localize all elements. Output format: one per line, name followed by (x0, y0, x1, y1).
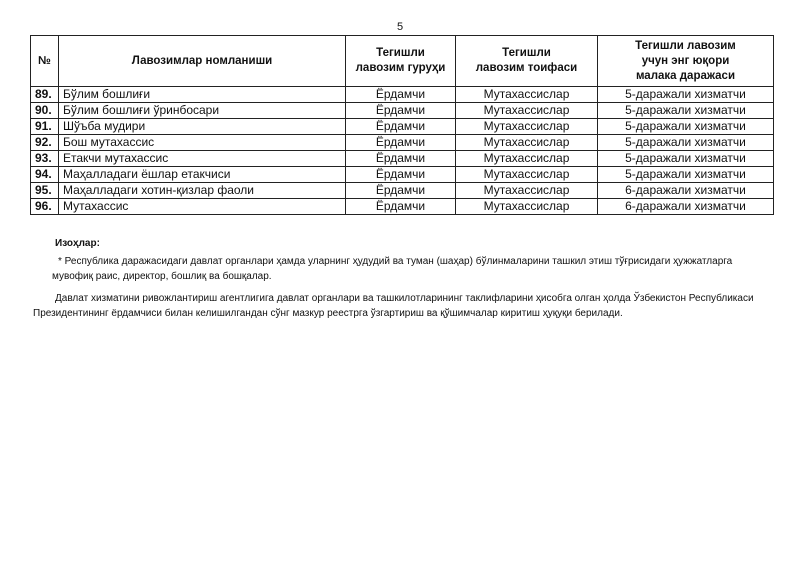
header-name: Лавозимлар номланиши (59, 36, 346, 87)
table-row (31, 183, 774, 199)
header-grade-line2: учун энг юқори (641, 54, 730, 67)
row-category: Мутахассислар (456, 103, 598, 119)
row-category: Мутахассислар (456, 87, 598, 103)
positions-table (30, 35, 774, 215)
row-num: 95. (31, 183, 59, 199)
row-num: 94. (31, 167, 59, 183)
row-group: Ёрдамчи (346, 87, 456, 103)
table-row (31, 103, 774, 119)
row-num: 90. (31, 103, 59, 119)
row-category: Мутахассислар (456, 199, 598, 215)
table-header-row (31, 36, 774, 87)
row-name: Маҳалладаги хотин-қизлар фаоли (59, 183, 346, 199)
row-group: Ёрдамчи (346, 183, 456, 199)
header-group-line2: лавозим гуруҳи (355, 62, 446, 74)
row-grade: 5-даражали хизматчи (598, 135, 774, 151)
row-name: Мутахассис (59, 199, 346, 215)
table-row (31, 87, 774, 103)
row-name: Бўлим бошлиғи ўринбосари (59, 103, 346, 119)
row-grade: 5-даражали хизматчи (598, 119, 774, 135)
row-num: 91. (31, 119, 59, 135)
note-1 (52, 254, 775, 284)
row-name: Бўлим бошлиғи (59, 87, 346, 103)
header-grade-line1: Тегишли лавозим (635, 39, 736, 52)
page-number: 5 (396, 21, 404, 33)
row-grade: 6-даражали хизматчи (598, 199, 774, 215)
row-category: Мутахассислар (456, 135, 598, 151)
table-row (31, 151, 774, 167)
header-category-line2: лавозим тоифаси (475, 62, 578, 74)
header-category (456, 36, 598, 87)
header-num: № (31, 36, 59, 87)
notes-title: Изоҳлар: (55, 238, 100, 249)
header-group (346, 36, 456, 87)
row-group: Ёрдамчи (346, 135, 456, 151)
row-group: Ёрдамчи (346, 119, 456, 135)
note-2 (33, 291, 775, 321)
row-grade: 6-даражали хизматчи (598, 183, 774, 199)
row-name: Етакчи мутахассис (59, 151, 346, 167)
row-group: Ёрдамчи (346, 167, 456, 183)
row-category: Мутахассислар (456, 167, 598, 183)
row-num: 96. (31, 199, 59, 215)
note-2-line-1: Давлат хизматини ривожлантириш агентлигига давлат органлари ва ташкилотларининг таклифларини ҳисобга олган ҳолда Ўзбекистон Республикаси (55, 293, 754, 304)
row-group: Ёрдамчи (346, 103, 456, 119)
row-name: Маҳалладаги ёшлар етакчиси (59, 167, 346, 183)
table-row (31, 119, 774, 135)
row-category: Мутахассислар (456, 151, 598, 167)
note-1-line-2: мувофиқ раис, директор, бошлиқ ва бошқалар. (52, 271, 272, 282)
header-category-line1: Тегишли (502, 47, 551, 59)
row-num: 89. (31, 87, 59, 103)
row-grade: 5-даражали хизматчи (598, 151, 774, 167)
row-grade: 5-даражали хизматчи (598, 87, 774, 103)
header-grade (598, 36, 774, 87)
row-group: Ёрдамчи (346, 151, 456, 167)
row-name: Шўъба мудири (59, 119, 346, 135)
table-row (31, 199, 774, 215)
row-category: Мутахассислар (456, 183, 598, 199)
row-grade: 5-даражали хизматчи (598, 167, 774, 183)
note-2-line-2: Президентининг ёрдамчиси билан келишилгандан сўнг мазкур реестрга ўзгартириш ва қўшимчалар киритиш ҳуқуқи берилади. (33, 308, 623, 319)
note-1-line-1: * Республика даражасидаги давлат органлари ҳамда уларнинг ҳудудий ва туман (шаҳар) бўлинмаларини ташкил этиш тўғрисидаги ҳужжатларга (58, 256, 733, 267)
row-num: 92. (31, 135, 59, 151)
row-grade: 5-даражали хизматчи (598, 103, 774, 119)
table-row (31, 167, 774, 183)
row-name: Бош мутахассис (59, 135, 346, 151)
row-group: Ёрдамчи (346, 199, 456, 215)
row-num: 93. (31, 151, 59, 167)
header-group-line1: Тегишли (376, 47, 425, 59)
header-grade-line3: малака даражаси (635, 69, 736, 82)
table-row (31, 135, 774, 151)
row-category: Мутахассислар (456, 119, 598, 135)
